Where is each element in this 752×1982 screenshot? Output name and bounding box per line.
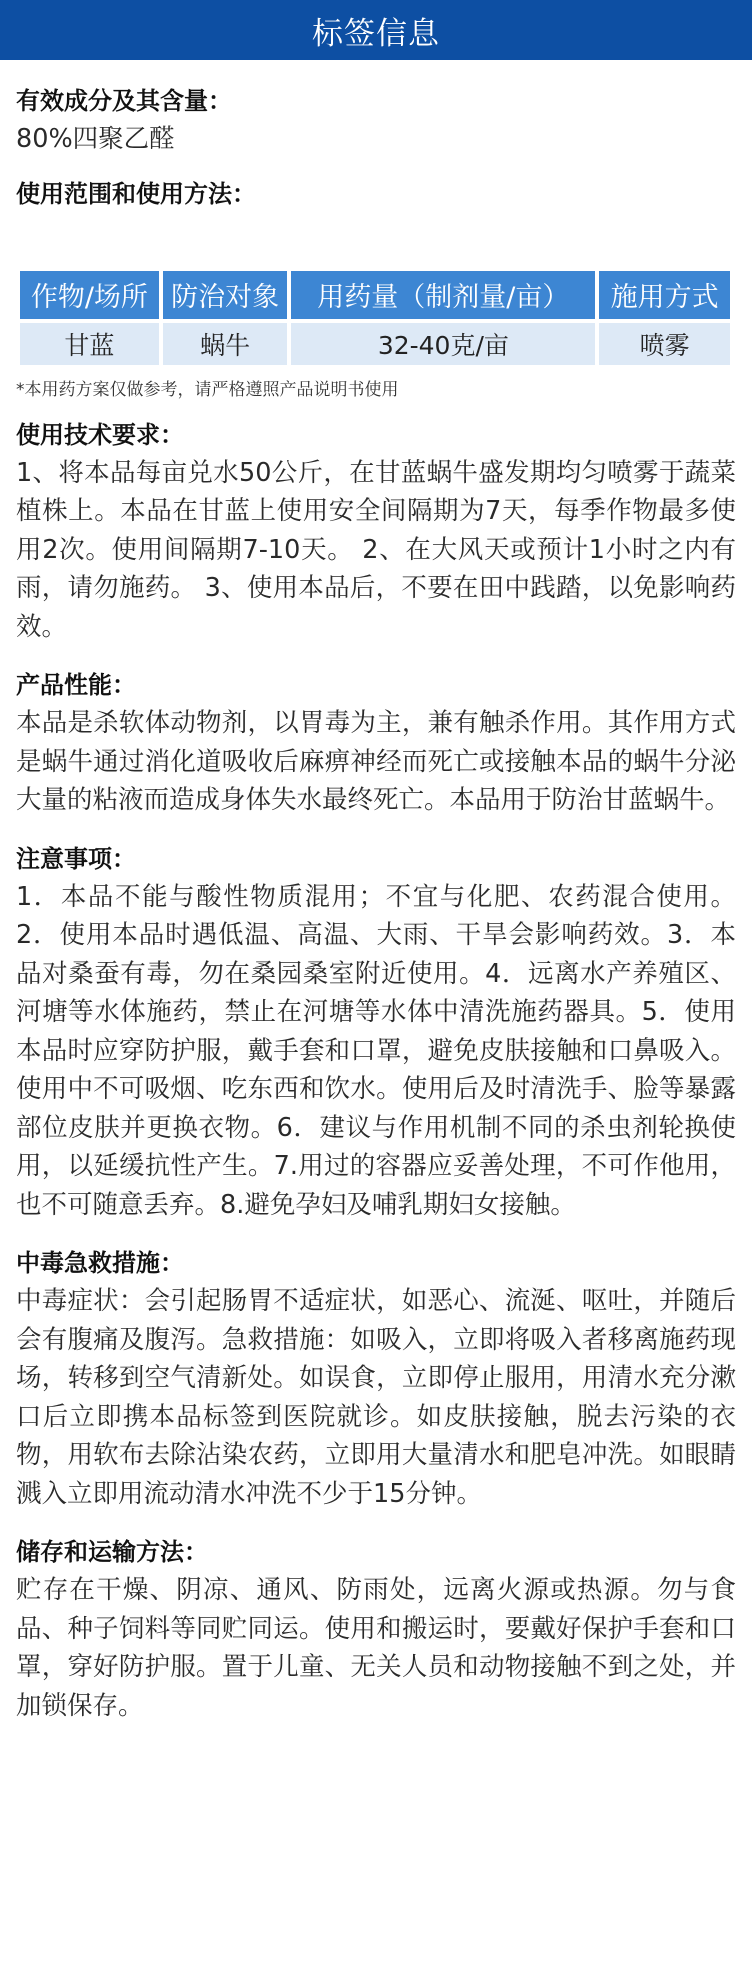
- storage-heading: 储存和运输方法：: [16, 1538, 208, 1566]
- page-header: [0, 0, 752, 60]
- storage-section: [0, 1535, 752, 1725]
- dosage-table: [16, 271, 734, 365]
- page-title: 标签信息: [312, 15, 440, 52]
- storage-text: 贮存在干燥、阴凉、通风、防雨处，远离火源或热源。勿与食品、种子饲料等同贮同运。使用和搬运时，要戴好保护手套和口罩，穿好防护服。置于儿童、无关人员和动物接触不到之处，并加锁保存。: [16, 1575, 736, 1721]
- tech-requirements-section: [0, 418, 752, 647]
- cell-target: 蜗牛: [163, 319, 288, 365]
- column-header-method: 施用方式: [599, 271, 730, 319]
- spacer: [0, 211, 752, 249]
- table-row: [20, 319, 730, 365]
- usage-scope-heading: 使用范围和使用方法：: [16, 179, 256, 208]
- column-header-dosage: 用药量（制剂量/亩）: [291, 271, 595, 319]
- first-aid-section: [0, 1246, 752, 1513]
- cell-crop: 甘蓝: [20, 319, 159, 365]
- column-header-crop: 作物/场所: [20, 271, 159, 319]
- precautions-section: [0, 842, 752, 1225]
- table-header-row: [20, 271, 730, 319]
- performance-section: [0, 668, 752, 820]
- table-note: *本用药方案仅做参考，请严格遵照产品说明书使用: [16, 379, 399, 400]
- cell-dosage: 32-40克/亩: [291, 319, 595, 365]
- ingredients-heading: 有效成分及其含量：: [16, 87, 232, 115]
- first-aid-heading: 中毒急救措施：: [16, 1249, 184, 1277]
- performance-heading: 产品性能：: [16, 671, 136, 699]
- first-aid-text: 中毒症状：会引起肠胃不适症状，如恶心、流涎、呕吐，并随后会有腹痛及腹泻。急救措施：如吸入，立即将吸入者移离施药现场，转移到空气清新处。如误食，立即停止服用，用清水充分漱口后立即携本品标签到医院就诊。如皮肤接触，脱去污染的衣物，用软布去除沾染农药，立即用大量清水和肥皂冲洗。如眼睛溅入立即用流动清水冲洗不少于15分钟。: [16, 1286, 736, 1509]
- ingredients-value: 80%四聚乙醛: [16, 124, 175, 154]
- precautions-text: 1．本品不能与酸性物质混用；不宜与化肥、农药混合使用。2．使用本品时遇低温、高温、大雨、干旱会影响药效。3．本品对桑蚕有毒，勿在桑园桑室附近使用。4．远离水产养殖区、河塘等水体施药，禁止在河塘等水体中清洗施药器具。5．使用本品时应穿防护服，戴手套和口罩，避免皮肤接触和口鼻吸入。使用中不可吸烟、吃东西和饮水。使用后及时清洗手、脸等暴露部位皮肤并更换衣物。6．建议与作用机制不同的杀虫剂轮换使用，以延缓抗性产生。7.用过的容器应妥善处理，不可作他用，也不可随意丢弃。8.避免孕妇及哺乳期妇女接触。: [16, 881, 736, 1220]
- tech-requirements-heading: 使用技术要求：: [16, 420, 184, 449]
- ingredients-section: [0, 84, 752, 211]
- cell-method: 喷雾: [599, 319, 730, 365]
- precautions-heading: 注意事项：: [16, 844, 136, 873]
- performance-text: 本品是杀软体动物剂，以胃毒为主，兼有触杀作用。其作用方式是蜗牛通过消化道吸收后麻痹神经而死亡或接触本品的蜗牛分泌大量的粘液而造成身体失水最终死亡。本品用于防治甘蓝蜗牛。: [16, 708, 736, 815]
- tech-requirements-text: 1、将本品每亩兑水50公斤，在甘蓝蜗牛盛发期均匀喷雾于蔬菜植株上。本品在甘蓝上使用安全间隔期为7天，每季作物最多使用2次。使用间隔期7-10天。 2、在大风天或预计1小时之内有雨，请勿施药。 3、使用本品后，不要在田中践踏，以免影响药效。: [16, 457, 736, 642]
- column-header-target: 防治对象: [163, 271, 288, 319]
